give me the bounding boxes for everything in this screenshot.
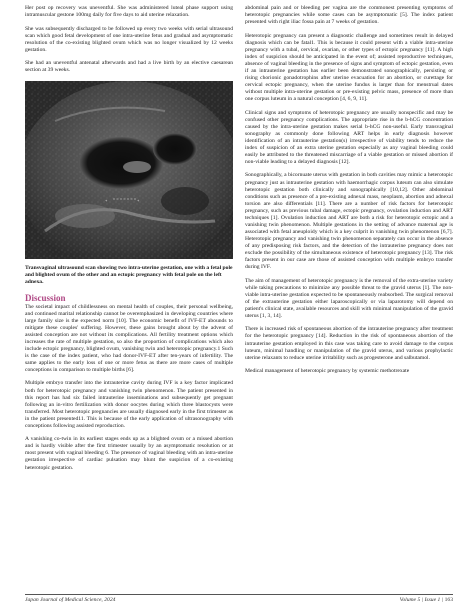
body-paragraph: abdominal pain and or bleeding per vagina are the commonest presenting symptoms of heterotopic pregnancies while some cases can be asymptomatic [5]. The index patient presented with right iliac fossa pain at 7 weeks of gestation. (245, 5, 453, 26)
right-column (245, 5, 453, 375)
section-heading: Discussion (25, 292, 66, 303)
ultrasound-image (25, 81, 233, 259)
body-paragraph: Multiple embryo transfer into the intrauterine cavity during IVF is a key factor implicated both for heterotopic pregnancy and vanishing twin phenomenon. The patient presented in this report has had six failed intrauterine inseminations and subsequently get pregnant following an in-vitro fertilization with donor oocytes during which three blastocysts were transferred. Most heterotopic pregnancies are usually diagnosed early in the first trimester as in the patient presented11. This is because of the early application of ultrasonography with conceptions following assisted reproduction. (25, 380, 233, 429)
body-paragraph: Medical management of heterotopic pregnancy by systemic methotrexate (245, 368, 410, 375)
left-column (25, 5, 233, 472)
body-paragraph: She was subsequently discharged to be followed up every two weeks with serial ultrasound scan which good fetal development of one intra-uterine fetus and gradual and asymptomatic resolution of the co-existing blighted ovum which was no longer visualized by 12 weeks gestation. (25, 25, 233, 53)
footer-divider (25, 594, 453, 595)
body-paragraph: Sonographically, a bicornuate uterus with gestation in both cavities may mimic a heterotopic pregnancy just as intrauterine gestation with haemorrhagic corpus luteum can also simulate heterotopic gestation both clinically and sonographically [10,12]. Other abdominal conditions such as presence of a pre-existing adnexal mass, neoplasm, abortion and adnexal torsion are also differentials [11]. There are a number of risk factors for heterotopic pregnancy, such as previous tubal damage, ectopic pregnancy, ovulation induction and ART techniques [1]. Ovulation induction and ART are both a risk for heterotopic ectopic and a vanishing twin phenomenon. Multiple gestations in the setting of advance maternal age is associated with fetal aneuploidy which is a key culprit in vanishing twin phenomenon [6,7]. Heterotopic pregnancy and vanishing twin phenomenon separately can occur in the absence of any predisposing risk factors, and the detection of the intrauterine pregnancy does not exclude the possibility of the simultaneous existence of heterotopic pregnancy [13]. The risk factors present in our case are those of assisted conception with multiple embryo transfer during IVF. (245, 172, 453, 271)
figure-caption: Transvaginal ultrasound scan showing two intra-uterine gestation, one with a fetal pole and blighted ovum of the other and an ectopic pregnancy with fetal pole on the left adnexa. (25, 264, 233, 285)
ultrasound-figure (25, 81, 233, 259)
body-paragraph: Clinical signs and symptoms of heterotopic pregnancy are usually nonspecific and may be confused other pregnancy complications. The appropriate rise in the b-hCG concentration caused by the intra-uterine gestation makes serial b-hCG non-useful. Early transvaginal sonography as commonly done following ART helps in early diagnosis however identification of an intrauterine gestation(s) irrespective of viability tends to reduce the index of suspicion of an extra uterine gestation especially as any vaginal bleeding could easily be attributed to the threatened miscarriage of a viable gestation or missed abortion if non-viable leading to a delayed diagnosis [12]. (245, 109, 453, 165)
body-paragraph: She had an uneventful antenatal afterwards and had a live birth by an elective caesarean section at 39 weeks. (25, 60, 233, 74)
body-paragraph: A vanishing co-twin in its earliest stages ends up as a blighted ovum or a missed abortion and is hardly visible after the first trimester usually by an asymptomatic resolution or at most present with vaginal bleeding 6. The presence of vaginal bleeding with an intra-uterine gestation irrespective of cardiac pulsation may blunt the suspicion of a co-existing heterotopic gestation. (25, 436, 233, 471)
gestational-sac-left (79, 137, 163, 189)
svg-text:+: + (105, 197, 108, 203)
svg-text:+: + (137, 197, 140, 203)
body-paragraph: The aim of management of heterotopic pregnancy is the removal of the extra-uterine variety while taking precautions to minimize any possible threat to the gravid uterus [1]. The non-viable intra-uterine gestation expected to be spontaneously reabsorbed. The surgical removal of the extrauterine gestation either laparoscopically or via laparotomy will depend on patient's clinical state, available resources and skill with minimal manipulation of the gravid uterus [1, 3, 14]. (245, 277, 453, 319)
volume-issue: Volume 5 | Issue 1 | (399, 597, 444, 603)
body-paragraph: There is increased risk of spontaneous abortion of the intrauterine pregnancy after treatment for the heterotopic pregnancy [14]. Reduction in the risk of spontaneous abortion of the intrauterine gestation employed in this case was taking care to avoid damage to the corpus luteum, minimal handling or manipulation of the gravid uterus, and various prophylactic uterine relaxants to reduce uterine irritability such as progesterone and salbutamol. (245, 326, 453, 361)
gestational-sac-right (153, 133, 197, 165)
body-paragraph: The societal impact of childlessness on mental health of couples, their personal wellbeing, and continued marital relationship cannot be overemphasized in developing countries where large family size is the expected norm [10]. The economic benefit of IVF-ET abounds to mitigate these couples' suffering. However, these gains brought about by the advent of assisted conception are not without its complications. All fertility treatment options which increases the rate of multiple gestation, so also the proportion of complications which also include ectopic pregnancy, blighted ovum, vanishing twin and heterotopic pregnancy.1 Such is the case of the index patient, who had donor-IVF-ET after ten-years of infertility. The same applies to the early loss of one or more fetus as there are more cases of multiple conceptions in comparison to multiple births [6]. (25, 303, 233, 373)
journal-name: Japan Journal of Medical Science, 2024 (25, 597, 116, 603)
body-paragraph: Heterotopic pregnancy can present a diagnostic challenge and sometimes result in delayed diagnosis which can be fatal1. This is because it could present with a viable intra-uterine pregnancy with a tubal, cervical, ovarian, or other types of ectopic pregnancy [11]. A high index of suspicion should be anticipated in the event of; assisted reproductive techniques, absence of vaginal bleeding in the presence of signs and symptom of ectopic gestation, even if an intrauterine gestation has earlier been demonstrated sonographically, persisting or rising chorionic gonadotrophins after uterine evacuation for an abortion, or curettage for cervical ectopic pregnancy, when the uterine fundus is larger than for menstrual dates without multiple intra-uterine gestation or pre-existing pelvic mass, presence of more than one corpus luteum in a natural conception [4, 6, 9, 11]. (245, 32, 453, 103)
fetal-pole (123, 161, 151, 173)
page-info (400, 597, 453, 603)
body-paragraph: Her post op recovery was uneventful. She was administered luteal phase support using intramuscular gestone 100mg daily for five days to aid uterine relaxation. (25, 5, 233, 19)
page-number: 163 (444, 597, 453, 603)
